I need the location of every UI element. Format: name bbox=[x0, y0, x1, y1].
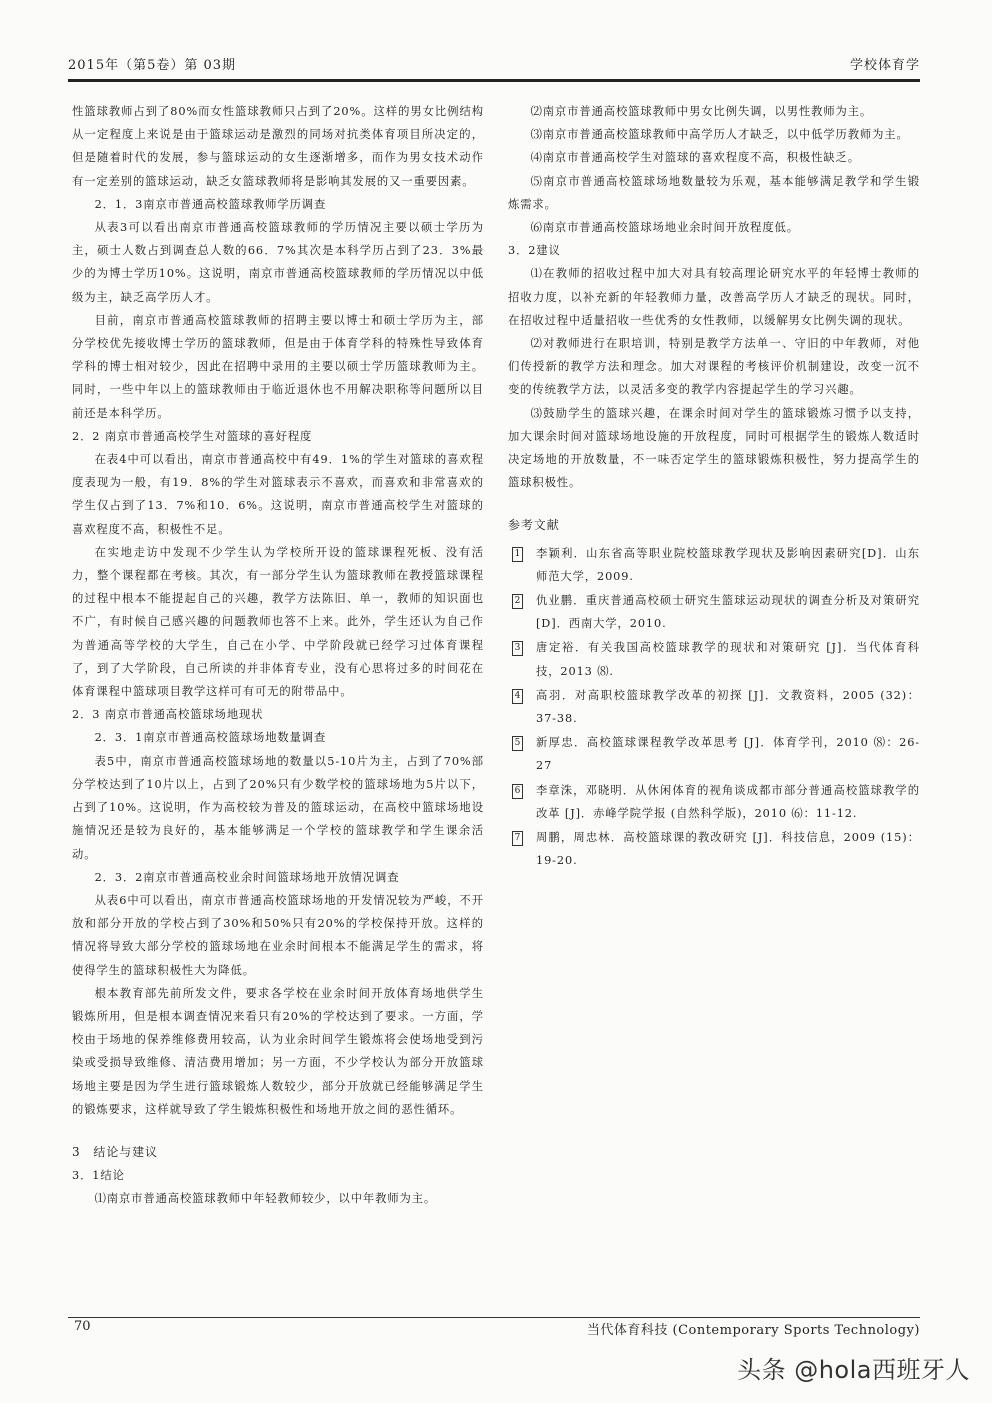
reference-item bbox=[508, 636, 920, 682]
section-heading: 3 结论与建议 bbox=[72, 1144, 158, 1159]
paragraph: 表5中，南京市普通高校篮球场地的数量以5-10片为主，占到了70%部分学校达到了10片以上，占到了20%只有少数学校的篮球场地为5片以下，占到了10%。这说明，作为高校较为普及的篮球运动，在高校中篮球场地设施情况还是较为良好的，基本能够满足一个学校的篮球教学和学生课余活动。 bbox=[72, 754, 484, 861]
reference-number: 6 bbox=[512, 784, 523, 799]
reference-item bbox=[508, 779, 920, 825]
paragraph: ⑹南京市普通高校篮球场地业余时间开放程度低。 bbox=[530, 221, 799, 235]
paragraph: 根本教育部先前所发文件，要求各学校在业余时间开放体育场地供学生锻炼所用，但是根本调查情况来看只有20%的学校达到了要求。一方面，学校由于场地的保养维修费用较高，认为业余时间学生锻炼将会使场地受到污染或受损导致维修、清洁费用增加；另一方面，不少学校认为部分开放篮球场地主要是因为学生进行篮球锻炼人数较少，部分开放就已经能够满足学生的锻炼要求，这样就导致了学生锻炼积极性和场地开放之间的恶性循环。 bbox=[72, 986, 484, 1116]
subsection-heading: 2．3 南京市普通高校篮球场地现状 bbox=[72, 708, 264, 722]
reference-text: 高羽．对高职校篮球教学改革的初探 [J]．文教资料，2005 (32)：37-38. bbox=[536, 688, 920, 726]
reference-number: 4 bbox=[512, 689, 523, 704]
reference-text: 新厚忠．高校篮球课程教学改革思考 [J]．体育学刊，2010 ⑻：26-27 bbox=[536, 736, 920, 773]
paragraph: ⑶南京市普通高校篮球教师中高学历人才缺乏，以中低学历教师为主。 bbox=[530, 128, 909, 142]
subsection-heading: 3．1结论 bbox=[72, 1169, 125, 1183]
paragraph: 从表6中可以看出，南京市普通高校篮球场地的开发情况较为严峻，不开放和部分开放的学校占到了30%和50%只有20%的学校保持开放。这样的情况将导致大部分学校的篮球场地在业余时间根本不能满足学生的需求，将使得学生的篮球积极性大为降低。 bbox=[72, 893, 484, 977]
reference-item bbox=[508, 589, 920, 635]
section-name: 学校体育学 bbox=[849, 58, 920, 73]
reference-item bbox=[508, 731, 920, 777]
paragraph-continued: 性篮球教师占到了80%而女性篮球教师只占到了20%。这样的男女比例结构从一定程度上来说是由于篮球运动是激烈的同场对抗类体育项目所决定的，但是随着时代的发展，参与篮球运动的女生逐渐增多，而作为男女技术动作有一定差别的篮球运动，缺乏女篮球教师将是影响其发展的又一重要因素。 bbox=[72, 105, 484, 188]
running-footer bbox=[68, 1319, 920, 1339]
watermark: 头条 @hola西班牙人 bbox=[737, 1356, 970, 1384]
paragraph: ⑸南京市普通高校篮球场地数量较为乐观，基本能够满足教学和学生锻炼需求。 bbox=[508, 174, 920, 211]
subsection-heading: 3．2建议 bbox=[508, 244, 561, 258]
right-column bbox=[508, 100, 920, 874]
reference-number: 2 bbox=[512, 594, 523, 609]
paragraph: 在实地走访中发现不少学生认为学校所开设的篮球课程死板、没有活力，整个课程都在考核。其次，有一部分学生认为篮球教师在教授篮球课程的过程中根本不能提起自己的兴趣，教学方法陈旧、单一，教师的知识面也不广，有时候自己感兴趣的问题教师也答不上来。此外，学生还认为自己作为普通高等学校的大学生，自己在小学、中学阶段就已经学习过体育课程了，到了大学阶段，自己所读的并非体育专业，没有心思将过多的时间花在体育课程中篮球项目教学这样可有可无的附带品中。 bbox=[72, 545, 484, 699]
paragraph: 从表3可以看出南京市普通高校篮球教师的学历情况主要以硕士学历为主，硕士人数占到调查总人数的66．7%其次是本科学历占到了23．3%最少的为博士学历10%。这说明，南京市普通高校篮球教师的学历情况以中低级为主，缺乏高学历人才。 bbox=[72, 221, 484, 304]
reference-text: 李章洙，邓晓明．从休闲体育的视角谈成都市部分普通高校篮球教学的改革 [J]．赤峰学院学报 (自然科学版)，2010 ⑹：11-12. bbox=[536, 783, 920, 820]
paragraph: ⑴在教师的招收过程中加大对具有较高理论研究水平的年轻博士教师的招收力度，以补充新的年轻教师力量，改善高学历人才缺乏的现状。同时，在招收过程中适量招收一些优秀的女性教师，以缓解男女比例失调的现状。 bbox=[508, 267, 920, 327]
reference-item bbox=[508, 826, 920, 872]
reference-list bbox=[508, 542, 920, 873]
right-column-body bbox=[508, 100, 920, 494]
page-number: 70 bbox=[74, 1319, 91, 1334]
running-header bbox=[68, 54, 920, 80]
reference-text: 周鹏，周忠林．高校篮球课的教改研究 [J]．科技信息，2009 (15)：19-20. bbox=[536, 831, 920, 868]
reference-text: 李颖利．山东省高等职业院校篮球教学现状及影响因素研究[D]．山东师范大学，2009. bbox=[536, 546, 920, 583]
references-heading: 参考文献 bbox=[508, 518, 560, 533]
paragraph: 目前，南京市普通高校篮球教师的招聘主要以博士和硕士学历为主，部分学校优先接收博士学历的篮球教师，但是由于体育学科的特殊性导致体育学科的博士相对较少，因此在招聘中录用的主要以硕士学历篮球教师为主。同时，一些中年以上的篮球教师由于临近退休也不用解决职称等问题所以目前还是本科学历。 bbox=[72, 313, 484, 420]
subsection-heading: 2．3．2南京市普通高校业余时间篮球场地开放情况调查 bbox=[94, 870, 400, 884]
footer-rule bbox=[68, 1317, 920, 1318]
reference-number: 5 bbox=[512, 736, 523, 751]
journal-name: 当代体育科技 (Contemporary Sports Technology) bbox=[586, 1323, 920, 1338]
reference-number: 1 bbox=[512, 547, 523, 562]
reference-item bbox=[508, 684, 920, 730]
reference-text: 仇业鹏．重庆普通高校硕士研究生篮球运动现状的调查分析及对策研究 [D]．西南大学，2010. bbox=[536, 594, 920, 631]
paragraph: 在表4中可以看出，南京市普通高校中有49．1%的学生对篮球的喜欢程度表现为一般，有19．8%的学生对篮球表示不喜欢，而喜欢和非常喜欢的学生仅占到了13．7%和10．6%。这说明，南京市普通高校学生对篮球的喜欢程度不高，积极性不足。 bbox=[72, 453, 484, 536]
reference-text: 唐定裕．有关我国高校篮球教学的现状和对策研究 [J]．当代体育科技，2013 ⑻. bbox=[536, 641, 920, 678]
subsection-heading: 2．3．1南京市普通高校篮球场地数量调查 bbox=[94, 731, 327, 745]
issue-info: 2015年（第5卷）第 03期 bbox=[68, 58, 237, 73]
left-column bbox=[72, 100, 484, 1211]
subsection-heading: 2．1．3南京市普通高校篮球教师学历调查 bbox=[94, 197, 327, 211]
header-rule bbox=[68, 79, 920, 82]
paragraph: ⑴南京市普通高校篮球教师中年轻教师较少，以中年教师为主。 bbox=[94, 1192, 437, 1206]
paragraph: ⑷南京市普通高校学生对篮球的喜欢程度不高，积极性缺乏。 bbox=[530, 151, 860, 165]
paragraph: ⑵对教师进行在职培训，特别是教学方法单一、守旧的中年教师，对他们传授新的教学方法和理念。加大对课程的考核评价机制建设，改变一沉不变的传统教学方法，以灵活多变的教学内容提起学生的学习兴趣。 bbox=[508, 337, 920, 397]
reference-number: 7 bbox=[512, 831, 523, 846]
reference-item bbox=[508, 542, 920, 588]
subsection-heading: 2．2 南京市普通高校学生对篮球的喜好程度 bbox=[72, 429, 313, 443]
paragraph: ⑵南京市普通高校篮球教师中男女比例失调，以男性教师为主。 bbox=[530, 105, 873, 118]
reference-number: 3 bbox=[512, 641, 523, 656]
paragraph: ⑶鼓励学生的篮球兴趣，在课余时间对学生的篮球锻炼习惯予以支持，加大课余时间对篮球场地设施的开放程度，同时可根据学生的锻炼人数适时决定场地的开放数量，不一味否定学生的篮球锻炼积极性，努力提高学生的篮球积极性。 bbox=[508, 406, 920, 490]
